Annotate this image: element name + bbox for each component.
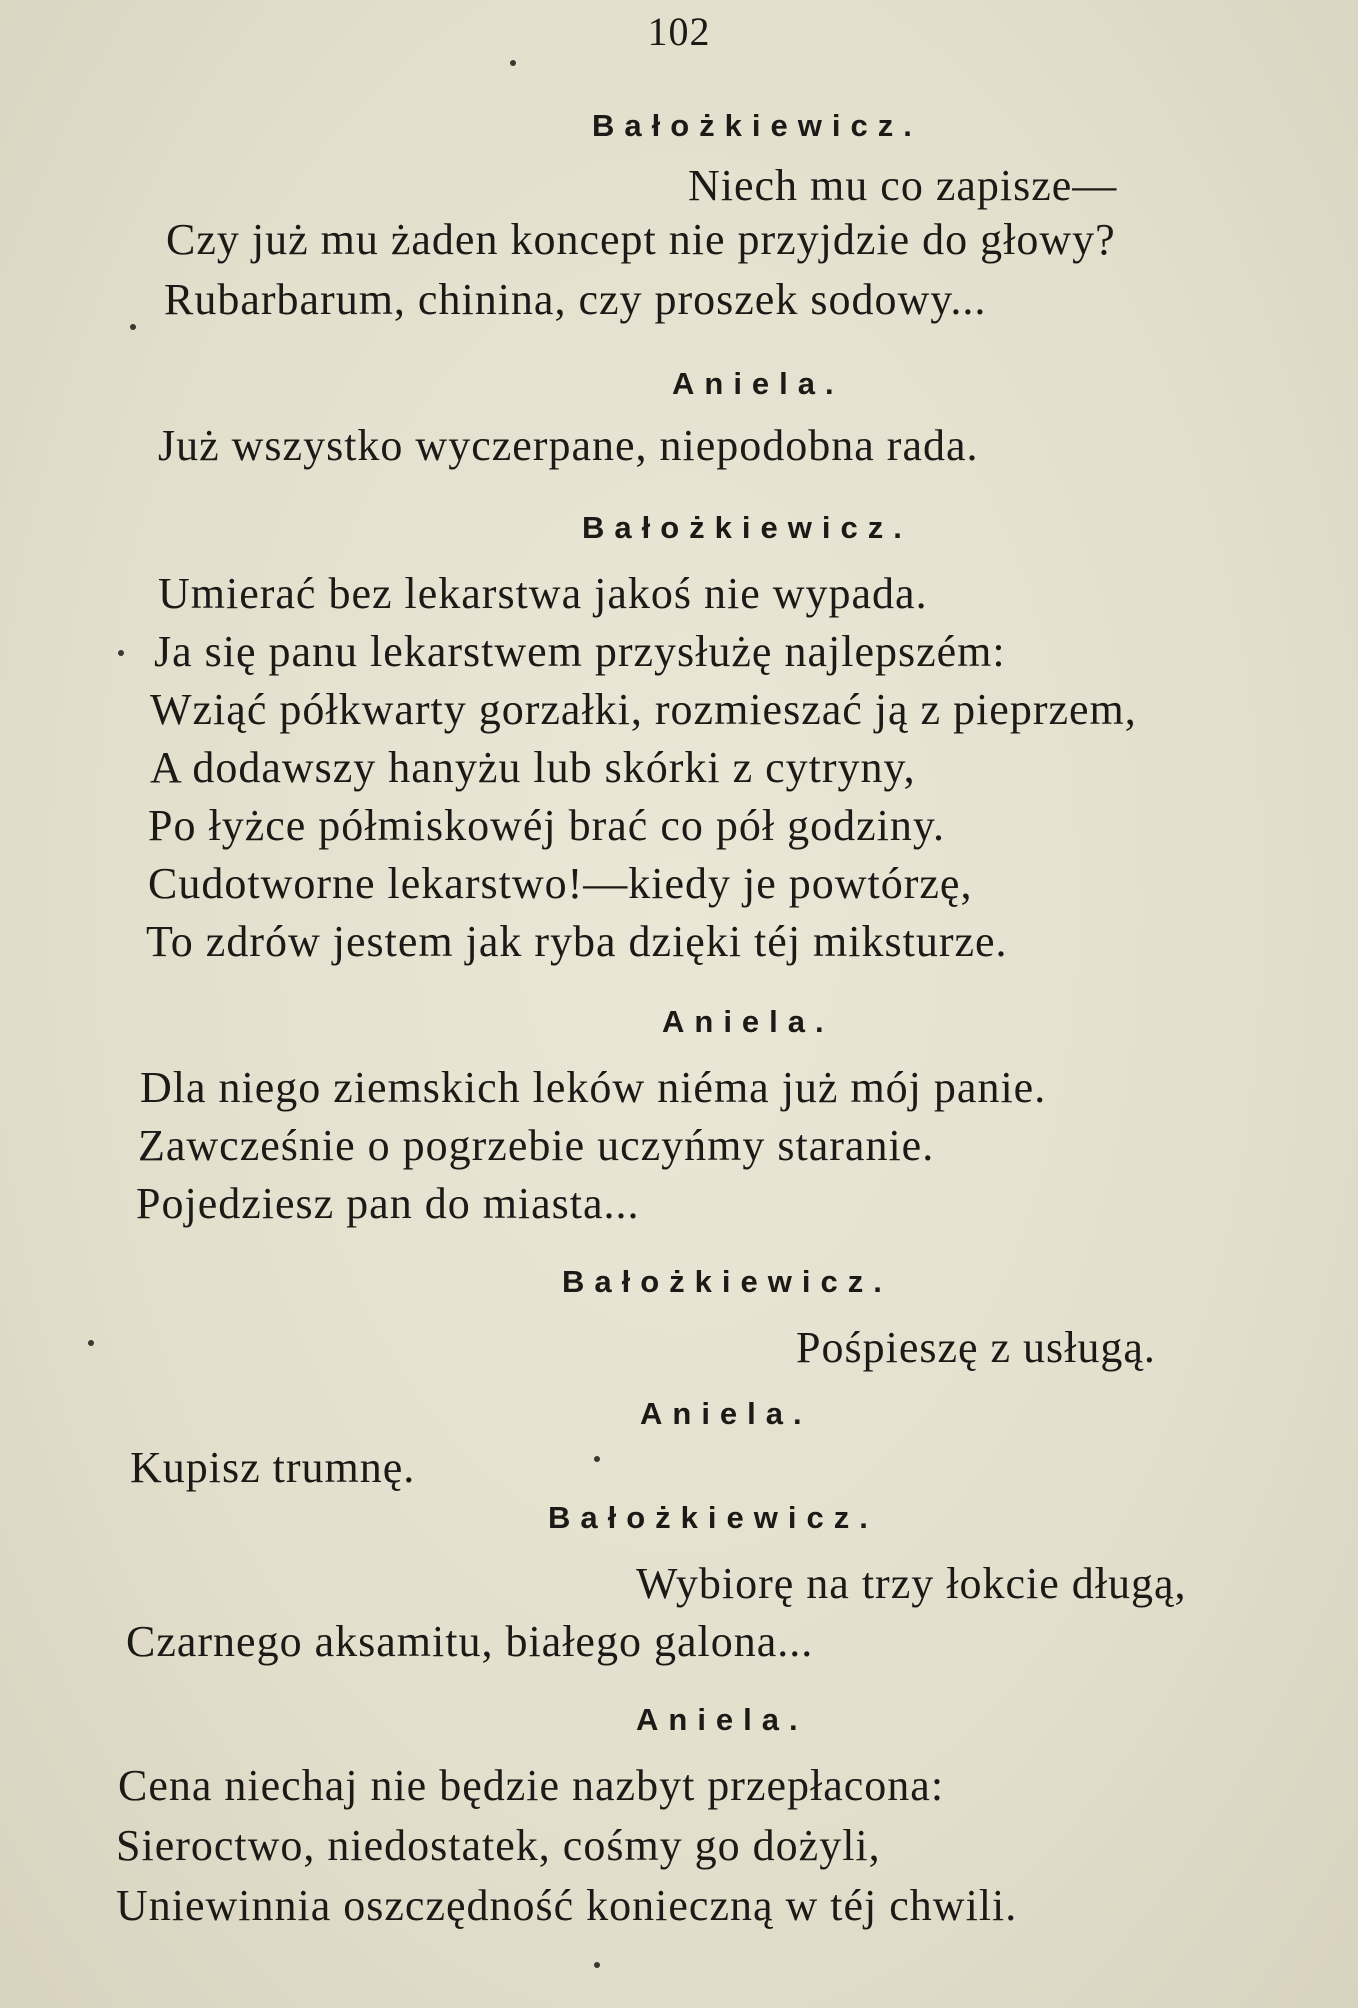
verse-line: A dodawszy hanyżu lub skórki z cytryny, [150,743,916,792]
verse-line: Uniewinnia oszczędność konieczną w téj chwili. [116,1881,1018,1930]
verse-line: Sieroctwo, niedostatek, cośmy go dożyli, [116,1821,881,1870]
verse-line: Czy już mu żaden koncept nie przyjdzie do głowy? [166,215,1116,264]
verse-line: Już wszystko wyczerpane, niepodobna rada. [158,421,979,470]
speaker-name: Aniela. [662,1004,834,1039]
ink-speck [594,1456,600,1462]
verse-line: Ja się panu lekarstwem przysłużę najlepszém: [154,627,1006,676]
ink-speck [510,60,516,66]
verse-line: Dla niego ziemskich leków niéma już mój panie. [140,1063,1047,1112]
ink-speck [594,1962,600,1968]
verse-line: Umierać bez lekarstwa jakoś nie wypada. [158,569,928,618]
ink-speck [118,650,124,656]
speaker-name: Bałożkiewicz. [548,1500,878,1535]
verse-line: Cena niechaj nie będzie nazbyt przepłacona: [118,1761,945,1810]
verse-line: Zawcześnie o pogrzebie uczyńmy staranie. [138,1121,935,1170]
verse-line: Kupisz trumnę. [130,1443,416,1492]
verse-line: Cudotworne lekarstwo!—kiedy je powtórzę, [148,859,973,908]
ink-speck [130,324,136,330]
verse-line: Wybiorę na trzy łokcie długą, [636,1559,1187,1608]
speaker-name: Aniela. [640,1396,812,1431]
verse-line: Pojedziesz pan do miasta... [136,1179,640,1228]
verse-line: Pośpieszę z usługą. [796,1323,1156,1372]
verse-line: To zdrów jestem jak ryba dzięki téj miksturze. [146,917,1008,966]
page-number: 102 [647,9,711,54]
verse-line: Po łyżce półmiskowéj brać co pół godziny. [148,801,945,850]
ink-speck [88,1340,94,1346]
speaker-name: Bałożkiewicz. [582,510,912,545]
speaker-name: Bałożkiewicz. [562,1264,892,1299]
verse-line: Czarnego aksamitu, białego galona... [126,1617,814,1666]
speaker-name: Aniela. [636,1702,808,1737]
speaker-name: Aniela. [672,366,844,401]
speaker-name: Bałożkiewicz. [592,108,922,143]
verse-line: Rubarbarum, chinina, czy proszek sodowy... [164,275,987,324]
verse-line: Niech mu co zapisze— [688,161,1118,210]
verse-line: Wziąć półkwarty gorzałki, rozmieszać ją z pieprzem, [150,685,1137,734]
